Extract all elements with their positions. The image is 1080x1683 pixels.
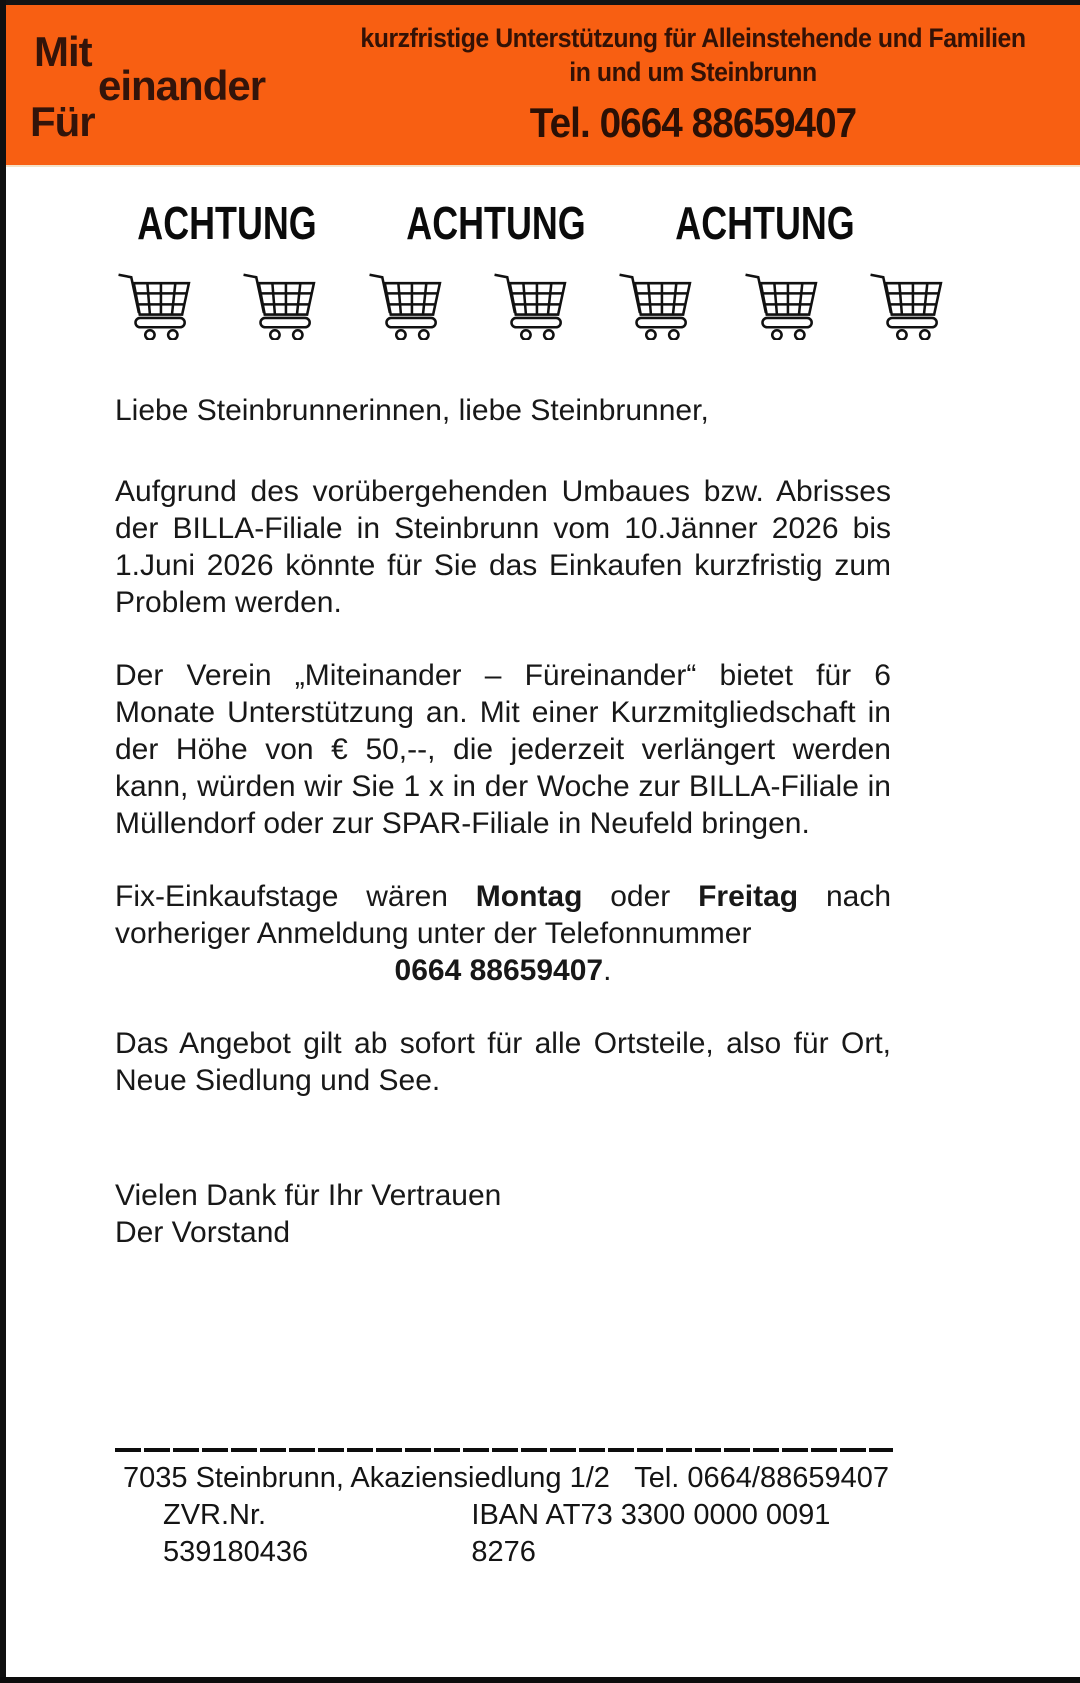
- shopping-cart-icon-row: [108, 262, 954, 340]
- salutation: Liebe Steinbrunnerinnen, liebe Steinbrunner,: [115, 394, 709, 427]
- footer-registry-row: [115, 1497, 893, 1571]
- paragraph-verein: Der Verein „Miteinander – Füreinander“ bietet für 6 Monate Unterstützung an. Mit einer Kurzmitgliedschaft in der Höhe von € 50,--, die jederzeit verlängert werden kann, würden wir Sie 1 x in der Woche zur BILLA-Filiale in Müllendorf oder zur SPAR-Filiale in Neufeld bringen.: [115, 659, 891, 840]
- achtung-word-1: ACHTUNG: [137, 197, 317, 249]
- logo-word-einander: einander: [98, 62, 266, 109]
- shopping-cart-icon: [484, 262, 578, 340]
- footer-address: 7035 Steinbrunn, Akaziensiedlung 1/2: [123, 1462, 610, 1494]
- achtung-headline-row: [112, 198, 880, 249]
- einkaufstage-mid: oder: [582, 880, 699, 913]
- shopping-cart-icon: [359, 262, 453, 340]
- shopping-cart-icon: [233, 262, 327, 340]
- phone-number-period: .: [603, 954, 612, 987]
- paragraph-umbau: Aufgrund des vorübergehenden Umbaues bzw. Abrisses der BILLA-Filiale in Steinbrunn vom 10.Jänner 2026 bis 1.Juni 2026 könnte für Sie das Einkaufen kurzfristig zum Problem werden.: [115, 475, 891, 619]
- achtung-word-3: ACHTUNG: [675, 197, 855, 249]
- logo-word-fuer: Für: [30, 98, 95, 145]
- einkaufstage-day-freitag: Freitag: [698, 880, 799, 913]
- footer: [115, 1448, 893, 1571]
- achtung-word-2: ACHTUNG: [406, 197, 586, 249]
- shopping-cart-icon: [735, 262, 829, 340]
- banner-phone-number: Tel. 0664 88659407: [529, 99, 857, 146]
- footer-divider-line: [115, 1448, 893, 1452]
- signature-line: Der Vorstand: [115, 1216, 291, 1249]
- banner-tagline-line1: kurzfristige Unterstützung für Alleinstehende und Familien: [360, 23, 1026, 53]
- paragraph-einkaufstage: [115, 878, 891, 952]
- einkaufstage-suffix: nach vorheriger Anmeldung unter der Telefonnummer: [115, 880, 892, 950]
- phone-number-line: [115, 952, 891, 989]
- verein-logo: [6, 5, 306, 165]
- thanks-line: Vielen Dank für Ihr Vertrauen: [115, 1179, 502, 1212]
- shopping-cart-icon: [108, 262, 202, 340]
- letter-body: [115, 392, 891, 1251]
- logo-word-mit: Mit: [34, 28, 92, 75]
- orange-banner: [6, 5, 1080, 165]
- einkaufstage-prefix: Fix-Einkaufstage wären: [115, 880, 476, 913]
- shopping-cart-icon: [860, 262, 954, 340]
- footer-zvr-number: ZVR.Nr. 539180436: [163, 1499, 309, 1568]
- footer-telephone: Tel. 0664/88659407: [634, 1462, 889, 1494]
- paragraph-angebot: Das Angebot gilt ab sofort für alle Ortsteile, also für Ort, Neue Siedlung und See.: [115, 1027, 891, 1097]
- banner-tagline-line2: in und um Steinbrunn: [569, 57, 817, 87]
- phone-number-bold: 0664 88659407: [394, 954, 604, 987]
- scan-edge-bottom: [0, 1677, 1080, 1683]
- footer-address-row: [115, 1460, 893, 1497]
- scan-edge-left: [0, 0, 6, 1683]
- einkaufstage-day-montag: Montag: [475, 880, 583, 913]
- banner-text: [337, 5, 1049, 165]
- footer-iban: IBAN AT73 3300 0000 0091 8276: [471, 1499, 831, 1568]
- shopping-cart-icon: [609, 262, 703, 340]
